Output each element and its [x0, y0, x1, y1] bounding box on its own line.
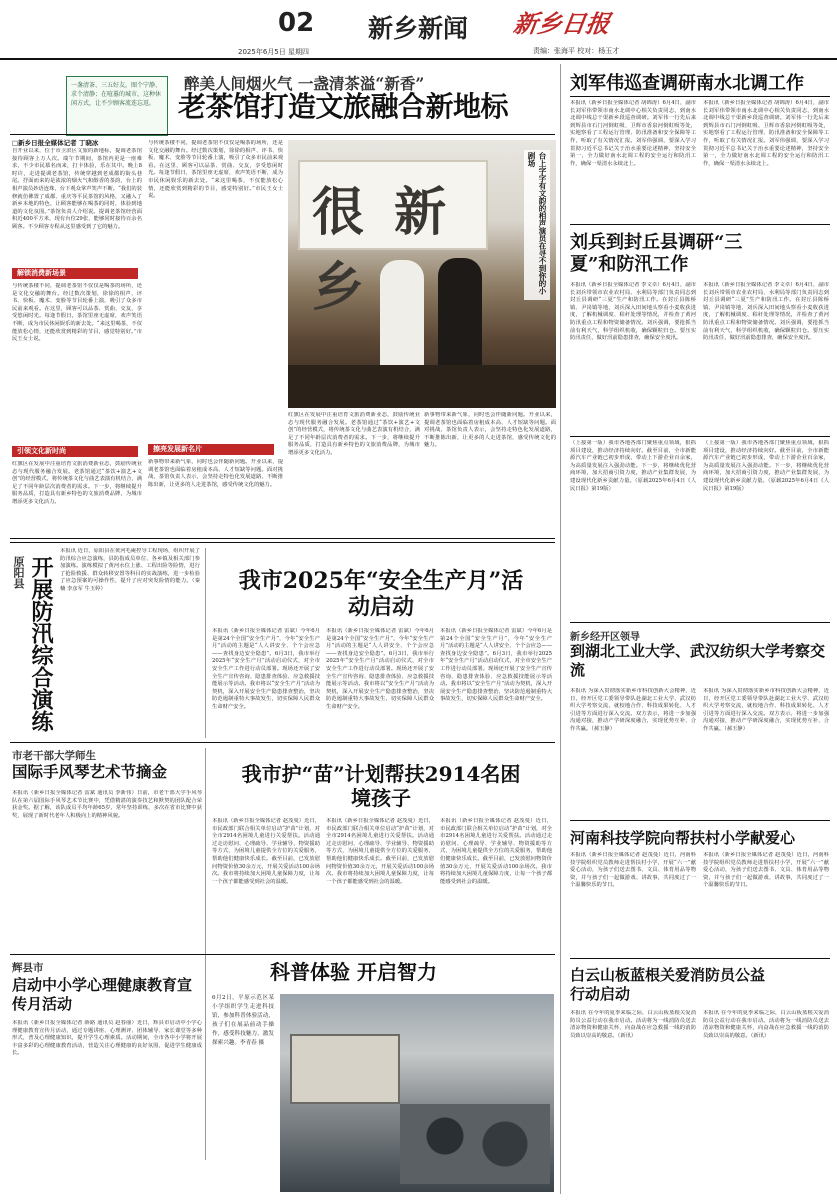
fourth-body-a: （上接第一版）我市各地各部门聚焦重点领域，狠抓项目建设，推动经济持续向好。截至目前，全市新能源汽车产业链已初步形成，带动上下游企业百余家，为高质量发展注入强劲动能。下一步，将继续优化营商环境，加大招商引资力度，推动产业集群发展，为建设现代化新乡贡献力量。（原载2025年6月4日《人民日报》第19版） [570, 440, 696, 492]
header-rule [0, 58, 837, 60]
photo-sign-text: 很 新 乡 [312, 182, 453, 318]
yuanyang-top-rule [10, 542, 555, 543]
yuanyang-body: 本报讯 近日，原阳县在黄河毛庵控导工程现场，组织开展了防汛综合应急演练，县防指成员单位、各乡镇及相关部门参加演练。演练模拟了黄河水位上涨、工程出险等险情，进行了抢险救援、群众转移安置等科目的实战演练，进一步检验了应急预案的可操作性，提升了应对突发险情的能力。（秦楠 李彦军 牛玉婷） [60, 548, 200, 592]
lead-body-2: 与传统茶楼不同，提调老茶馆不仅仅是喝茶的场所，还是文化交融的舞台。经过数次策划，徐徐的相声、评书、快板、魔术、变脸等节目轮番上演，吸引了众多市民前来观看。在这里，顾客可以品茶、赏曲、交友，享受悠闲时光。每逢节假日，茶馆里座无虚席，欢声笑语不断，成为市民休闲娱乐的新去处。“来这里喝茶，不仅能放松心情，还能欣赏到精彩的节目，感觉特别好。”市民王女士说。 [148, 140, 283, 200]
henan-body-b: 本报讯（新乡日报全媒体记者 赵茂曼）近日，河南科技学院组织党员教师走进帮扶村小学，开展“六一”献爱心活动，为孩子们送去图书、文具、体育用品等物资，并与孩子们一起做游戏、讲故事，共同度过了一个温馨快乐的节日。 [703, 852, 829, 889]
kaifa-kicker: 新乡经开区领导 [570, 632, 640, 643]
issue-date: 2025年6月5日 星期四 [238, 48, 309, 56]
lead-rule [10, 134, 555, 135]
yuanyang-headline: 开展防汛综合演练 [28, 556, 54, 732]
mid-rule [10, 742, 555, 743]
lead-body-3: 红旗区在发展中注重培育文旅消费新业态，鼓励传统业态与现代服务融合发展。老茶馆通过“茶饮+演艺+文创”的经营模式，将传统茶文化与曲艺表演有机结合，满足了不同年龄层次消费者的需求。下一步，将继续提升服务品质，打造具有新乡特色的文旅消费品牌，为城市增添更多文化活力。 [288, 412, 420, 456]
lead-headline: 老茶馆打造文旅融合新地标 [178, 90, 509, 123]
safety-body-c: 本报讯（新乡日报全媒体记者 雷斌）今年6月是第24个全国“安全生产月”，今年“安全生产月”活动的主题是“人人讲安全、个个会应急——查找身边安全隐患”。6月3日，我市举行2025年“安全生产月”活动启动仪式，对全市安全生产工作进行动员部署。现场还开展了安全生产宣传咨询、隐患排查体验、应急救援技能展示等活动。我市将以“安全生产月”活动为契机，深入开展安全生产隐患排查整治，坚决防范遏制重特大事故发生，切实保障人民群众生命财产安全。 [440, 628, 552, 703]
huixian-county: 辉县市 [12, 962, 44, 974]
baiyun-headline: 白云山板蓝根关爱消防员公益行动启动 [570, 966, 766, 1003]
lead-byline: □新乡日报全媒体记者 丁晓冰 [12, 139, 99, 147]
huixian-body: 本报讯（新乡日报全媒体记者 薛路 通讯员 赵春丽）近日，辉县市启动中小学心理健康教育宣传月活动，通过专题讲座、心理测评、团体辅导、家长课堂等多种形式，普及心理健康知识，提升学生心理素质。活动期间，全市各中小学将开展丰富多彩的心理健康教育活动，营造关注心理健康的良好氛围，促进学生健康成长。 [12, 1020, 202, 1057]
junwei-body-b: 本报讯（新乡日报全媒体记者 胡锦涛）6月4日，副市长刘军伟带领市南水北调中心相关负责同志，到南水北调中线总干渠新乡段巡查调研。刘军伟一行先后来到辉县市石门河倒虹吸、卫辉市香泉河倒虹吸等处，实地察看了工程运行管理、防汛准备和安全保障等工作，听取了有关情况汇报。刘军伟强调，要深入学习贯彻习近平总书记关于治水重要论述精神，坚持安全第一，全力做好南水北调工程的安全运行和防汛工作，确保一渠清水永续北上。 [703, 100, 829, 167]
liubing-body-b: 本报讯（新乡日报全媒体记者 李文卓）6月4日，副市长刘兵带领市农业农村局、水利局等部门负责同志到封丘县调研“三夏”生产和防汛工作。在封丘县陈桥镇、尹岗镇等地，刘兵深入田间地头察看小麦收获进度，了解机械调度、秸秆处理等情况，并检查了黄河防汛重点工程和物资储备情况。刘兵强调，要抢抓当前有利天气，科学组织机收，确保颗粒归仓。要压实防汛责任，做好汛前隐患排查，确保安全度汛。 [703, 282, 829, 342]
junwei-rule [570, 96, 830, 97]
lower-rule [10, 954, 555, 955]
masthead-logo: 新乡日报 [511, 9, 612, 38]
retired-kicker: 市老干部大学师生 [12, 750, 96, 762]
photo-audience-row [288, 365, 556, 408]
photo-sign-board [298, 160, 488, 318]
baiyun-top-rule [570, 958, 830, 959]
lead-quote: 一盏清茶、三五好友，图个宁静、求个清静；在喧嚣的城市，这种休闲方式，让不少顾客流连忘返。 [71, 82, 162, 107]
editors-credit: 责编：张海平 校对：杨玉才 [533, 47, 620, 55]
fourth-top-rule [570, 436, 830, 437]
safety-headline: 我市2025年“安全生产月”活动启动 [238, 568, 524, 620]
liubing-top-rule [570, 224, 830, 225]
henan-headline: 河南科技学院向帮扶村小学献爱心 [570, 829, 796, 847]
baiyun-body-a: 本报讯 在今年的夏季来临之际，白云山板蓝根关爱消防员公益行动在我市启动。活动将为一线消防员送去清凉物资和健康关怀，向奋战在应急救援一线的消防员致以崇高的敬意。（新讯） [570, 1010, 696, 1039]
kepu-photo-panel [290, 1034, 400, 1104]
lead-kicker: 醉美人间烟火气 一盏清茶溢“新香” [184, 74, 425, 93]
miao-body-b: 本报讯（新乡日报全媒体记者 赵茂曼）近日，市民政部门联合相关单位启动“护苗”计划，对全市2914名困境儿童进行关爱帮扶。活动通过走访慰问、心理疏导、学业辅导、物资援助等方式，为困境儿童提供全方位的关爱服务，帮助他们健康快乐成长。截至目前，已发放慰问物资价值30余万元，开展关爱活动100余场次。我市将持续加大困境儿童保障力度，让每一个孩子都能感受到社会的温暖。 [326, 818, 434, 885]
yuanyang-county: 原阳县 [12, 556, 25, 589]
liubing-headline: 刘兵到封丘县调研“三夏”和防汛工作 [570, 232, 743, 275]
huixian-headline: 启动中小学心理健康教育宣传月活动 [12, 976, 193, 1013]
lead-quote-box [66, 76, 168, 136]
miao-body-a: 本报讯（新乡日报全媒体记者 赵茂曼）近日，市民政部门联合相关单位启动“护苗”计划，对全市2914名困境儿童进行关爱帮扶。活动通过走访慰问、心理疏导、学业辅导、物资援助等方式，为困境儿童提供全方位的关爱服务，帮助他们健康快乐成长。截至目前，已发放慰问物资价值30余万元，开展关爱活动100余场次。我市将持续加大困境儿童保障力度，让每一个孩子都能感受到社会的温暖。 [212, 818, 320, 885]
lead-subhead-1: 解锁消费新场景 [12, 268, 138, 279]
kepu-caption: 6月2日，平原示范区某小学组织学生走进科技馆，参加科普体验活动，孩子们在展品前动手操作，感受科技魅力，激发探索兴趣。李青春 摄 [212, 995, 274, 1046]
henan-body-a: 本报讯（新乡日报全媒体记者 赵茂曼）近日，河南科技学院组织党员教师走进帮扶村小学，开展“六一”献爱心活动，为孩子们送去图书、文具、体育用品等物资，并与孩子们一起做游戏、讲故事，共同度过了一个温馨快乐的节日。 [570, 852, 696, 889]
right-column-divider [560, 64, 561, 1194]
lead-body-2b: 新事物带来新气象，同时也会伴随新问题。开业以来，提调老茶馆也面临着房租成本高、人才短缺等问题。面对挑战，茶馆负责人表示，会坚持走特色化发展道路，不断推陈出新，让更多的人走进茶馆，感受传统文化的魅力。 [148, 459, 283, 488]
lead-body-1: 自开业以来，位于市卫滨区文旅的新地标，提调老茶馆接待顾客上万人次。端午节期间，茶馆内更是一座难求，不少市民慕名而来，打卡体验，乐在其中。晚上8时许，走进提调老茶馆，传统穿越到老成都的街头巷尾。抒面而来的是浓浓的烟火气和醇香的茶韵，台上的相声演员妙语连珠，台下观众掌声笑声不断。“我们的装修就仿佛置了成都、重庆等平民茶馆的风格，又融入了新乡本地的特色，让顾客能够在喝茶的同时，体验到地道的文化氛围。”茶馆负责人介绍说。提调老茶馆经营面积近400平方米，现有台位29张，能够同时接待百余名顾客。不少顾客专程从这里感受到了它的魅力。 [12, 148, 142, 230]
photo-performer-left [380, 260, 424, 380]
lead-subhead-3: 擦亮发展新名片 [148, 444, 274, 455]
junwei-body-a: 本报讯（新乡日报全媒体记者 胡锦涛）6月4日，副市长刘军伟带领市南水北调中心相关负责同志，到南水北调中线总干渠新乡段巡查调研。刘军伟一行先后来到辉县市石门河倒虹吸、卫辉市香泉河倒虹吸等处，实地察看了工程运行管理、防汛准备和安全保障等工作，听取了有关情况汇报。刘军伟强调，要深入学习贯彻习近平总书记关于治水重要论述精神，坚持安全第一，全力做好南水北调工程的安全运行和防汛工作，确保一渠清水永续北上。 [570, 100, 696, 167]
safety-body-b: 本报讯（新乡日报全媒体记者 雷斌）今年6月是第24个全国“安全生产月”，今年“安全生产月”活动的主题是“人人讲安全、个个会应急——查找身边安全隐患”。6月3日，我市举行2025年“安全生产月”活动启动仪式，对全市安全生产工作进行动员部署。现场还开展了安全生产宣传咨询、隐患排查体验、应急救援技能展示等活动。我市将以“安全生产月”活动为契机，深入开展安全生产隐患排查整治，坚决防范遏制重特大事故发生，切实保障人民群众生命财产安全。 [326, 628, 434, 710]
lead-body-4: 新事物带来新气象，同时也会伴随新问题。开业以来，提调老茶馆也面临着房租成本高、人才短缺等问题。面对挑战，茶馆负责人表示，会坚持走特色化发展道路，不断推陈出新，让更多的人走进茶馆，感受传统文化的魅力。 [424, 412, 556, 449]
kepu-photo-kids [400, 1104, 550, 1184]
photo-performer-right [438, 258, 482, 380]
kaifa-body-b: 本报讯 为深入贯彻落实新乡市科技创新大会精神，近日，经开区党工委领导带队赴湖北工业大学、武汉纺织大学考察交流，就校地合作、科技成果转化、人才引进等方面进行深入交流。双方表示，将进一步加强沟通对接，推动产学研深度融合，实现优势互补、合作共赢。（郝玉静） [703, 688, 829, 732]
kaifa-top-rule [570, 622, 830, 623]
miao-body-c: 本报讯（新乡日报全媒体记者 赵茂曼）近日，市民政部门联合相关单位启动“护苗”计划，对全市2914名困境儿童进行关爱帮扶。活动通过走访慰问、心理疏导、学业辅导、物资援助等方式，为困境儿童提供全方位的关爱服务，帮助他们健康快乐成长。截至目前，已发放慰问物资价值30余万元，开展关爱活动100余场次。我市将持续加大困境儿童保障力度，让每一个孩子都能感受到社会的温暖。 [440, 818, 552, 885]
kepu-headline: 科普体验 开启智力 [270, 960, 437, 984]
page-number: 02 [278, 8, 315, 38]
henan-top-rule [570, 820, 830, 821]
retired-headline: 国际手风琴艺术节摘金 [12, 762, 168, 781]
kaifa-body-a: 本报讯 为深入贯彻落实新乡市科技创新大会精神，近日，经开区党工委领导带队赴湖北工业大学、武汉纺织大学考察交流，就校地合作、科技成果转化、人才引进等方面进行深入交流。双方表示，将进一步加强沟通对接，推动产学研深度融合，实现优势互补、合作共赢。（郝玉静） [570, 688, 696, 732]
lead-bottom-rule [10, 538, 555, 539]
safety-divider [205, 548, 206, 738]
kaifa-headline: 到湖北工业大学、武汉纺织大学考察交流 [570, 642, 826, 679]
lead-body-1c: 红旗区在发展中注重培育文旅消费新业态，鼓励传统业态与现代服务融合发展。老茶馆通过“茶饮+演艺+文创”的经营模式，将传统茶文化与曲艺表演有机结合，满足了不同年龄层次消费者的需求。下一步，将继续提升服务品质，打造具有新乡特色的文旅消费品牌，为城市增添更多文化活力。 [12, 461, 142, 505]
kepu-photo [280, 994, 554, 1192]
safety-body-a: 本报讯（新乡日报全媒体记者 雷斌）今年6月是第24个全国“安全生产月”，今年“安全生产月”活动的主题是“人人讲安全、个个会应急——查找身边安全隐患”。6月3日，我市举行2025年“安全生产月”活动启动仪式，对全市安全生产工作进行动员部署。现场还开展了安全生产宣传咨询、隐患排查体验、应急救援技能展示等活动。我市将以“安全生产月”活动为契机，深入开展安全生产隐患排查整治，坚决防范遏制重特大事故发生，切实保障人民群众生命财产安全。 [212, 628, 320, 710]
lead-photo [288, 140, 556, 408]
section-title: 新乡新闻 [368, 14, 469, 43]
page-header [0, 0, 837, 62]
lead-body-1b: 与传统茶楼不同，提调老茶馆不仅仅是喝茶的场所，还是文化交融的舞台。经过数次策划，徐徐的相声、评书、快板、魔术、变脸等节目轮番上演，吸引了众多市民前来观看。在这里，顾客可以品茶、赏曲、交友，享受悠闲时光。每逢节假日，茶馆里座无虚席，欢声笑语不断，成为市民休闲娱乐的新去处。“来这里喝茶，不仅能放松心情，还能欣赏到精彩的节目，感觉特别好。”市民王女士说。 [12, 283, 142, 343]
retired-body: 本报讯（新乡日报全媒体记者 雷斌 通讯员 李新伟）日前，市老干部大学手风琴队在第六届国际手风琴艺术节比赛中，凭借精湛的演奏技艺和默契的团队配合荣获金奖。据了解，该队成员平均年龄65岁，常年坚持训练，多次在省市比赛中获奖，展现了新时代老年人积极向上的精神风貌。 [12, 790, 202, 819]
photo-vertical-caption: 台上字字有文韵的相声演员在寻不到你的小剧场 [524, 150, 550, 300]
miao-headline: 我市护“苗”计划帮扶2914名困境孩子 [241, 762, 521, 810]
liubing-body-a: 本报讯（新乡日报全媒体记者 李文卓）6月4日，副市长刘兵带领市农业农村局、水利局等部门负责同志到封丘县调研“三夏”生产和防汛工作。在封丘县陈桥镇、尹岗镇等地，刘兵深入田间地头察看小麦收获进度，了解机械调度、秸秆处理等情况，并检查了黄河防汛重点工程和物资储备情况。刘兵强调，要抢抓当前有利天气，科学组织机收，确保颗粒归仓。要压实防汛责任，做好汛前隐患排查，确保安全度汛。 [570, 282, 696, 342]
baiyun-body-b: 本报讯 在今年的夏季来临之际，白云山板蓝根关爱消防员公益行动在我市启动。活动将为一线消防员送去清凉物资和健康关怀，向奋战在应急救援一线的消防员致以崇高的敬意。（新讯） [703, 1010, 829, 1039]
fourth-body-b: （上接第一版）我市各地各部门聚焦重点领域，狠抓项目建设，推动经济持续向好。截至目前，全市新能源汽车产业链已初步形成，带动上下游企业百余家，为高质量发展注入强劲动能。下一步，将继续优化营商环境，加大招商引资力度，推动产业集群发展，为建设现代化新乡贡献力量。（原载2025年6月4日《人民日报》第19版） [703, 440, 829, 492]
junwei-headline: 刘军伟巡查调研南水北调工作 [570, 73, 804, 94]
lead-subhead-2: 引领文化新时尚 [12, 446, 138, 457]
